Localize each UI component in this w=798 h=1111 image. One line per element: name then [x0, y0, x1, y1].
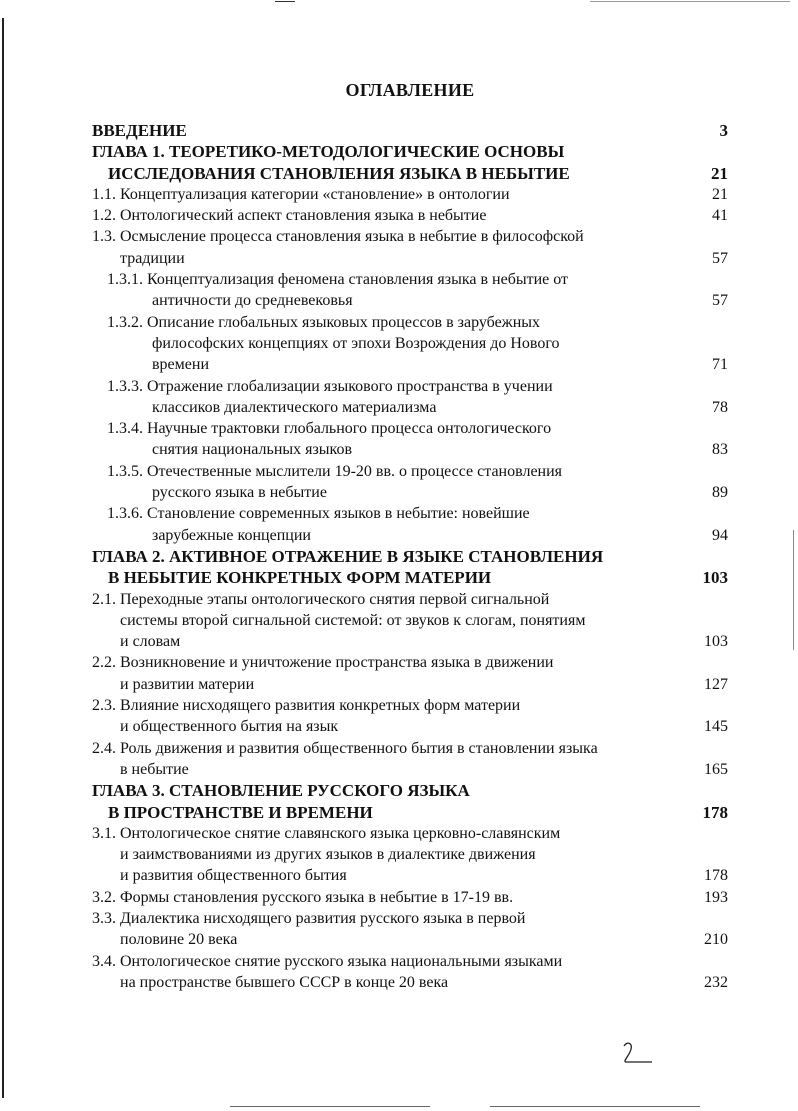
- toc-entry-text: 1.3.1. Концептуализация феномена становления языка в небытие от: [107, 271, 569, 289]
- toc-entry-text: ИССЛЕДОВАНИЯ СТАНОВЛЕНИЯ ЯЗЫКА В НЕБЫТИЕ: [108, 163, 570, 183]
- scan-artifact-bottom: [230, 1106, 430, 1107]
- toc-entry-text: античности до средневековья: [152, 292, 353, 310]
- toc-entry-text: 3.2. Формы становления русского языка в небытие в 17-19 вв.: [92, 888, 514, 906]
- toc-entry[interactable]: [0, 823, 798, 887]
- toc-entry[interactable]: [0, 503, 798, 546]
- toc-entry-text: 3.3. Диалектика нисходящего развития русского языка в первой: [92, 909, 526, 927]
- toc-entry-text: 3.1. Онтологическое снятие славянского языка церковно-славянским: [92, 824, 561, 842]
- toc-entry[interactable]: [0, 951, 798, 994]
- toc-entry-text: классиков диалектического материализма: [152, 398, 437, 416]
- toc-entry-text: 1.3.6. Становление современных языков в небытие: новейшие: [107, 505, 530, 523]
- toc-entry-text: на пространстве бывшего СССР в конце 20 века: [120, 973, 449, 991]
- toc-page-number: 165: [704, 760, 728, 778]
- toc-entry-text: 3.4. Онтологическое снятие русского языка национальными языками: [92, 952, 563, 970]
- toc-entry-text: 1.3.2. Описание глобальных языковых процессов в зарубежных: [107, 313, 541, 331]
- toc-entry-text: снятия национальных языков: [152, 441, 353, 459]
- scan-artifact-top: [275, 1, 295, 2]
- toc-entry[interactable]: [0, 461, 798, 504]
- toc-entry[interactable]: [0, 908, 798, 951]
- toc-entry-text: ВВЕДЕНИЕ: [92, 121, 187, 140]
- toc-entry-text: зарубежные концепции: [152, 526, 311, 544]
- toc-entry[interactable]: [0, 695, 798, 738]
- toc-page-number: 210: [704, 931, 728, 949]
- toc-entry-text: и общественного бытия на язык: [120, 718, 339, 736]
- toc-page-number: 21: [711, 163, 728, 183]
- toc-page-number: 57: [712, 249, 728, 267]
- scan-artifact-top: [590, 1, 790, 2]
- toc-entry-text: 1.3.4. Научные трактовки глобального процесса онтологического: [107, 420, 552, 438]
- toc-entry-text: 1.3. Осмысление процесса становления языка в небытие в философской: [92, 228, 584, 246]
- toc-entry-text: 1.1. Концептуализация категории «становление» в онтологии: [92, 185, 510, 203]
- toc-entry-text: В НЕБЫТИЕ КОНКРЕТНЫХ ФОРМ МАТЕРИИ: [108, 568, 492, 588]
- toc-page-number: 127: [704, 675, 728, 693]
- toc-entry-text: В ПРОСТРАНСТВЕ И ВРЕМЕНИ: [108, 802, 373, 822]
- toc-entry[interactable]: [0, 226, 798, 269]
- toc-entry-text: философских концепциях от эпохи Возрождения до Нового: [152, 334, 560, 352]
- toc-page-number: 103: [704, 633, 728, 651]
- toc-entry[interactable]: [0, 269, 798, 312]
- toc-entry-text: ГЛАВА 3. СТАНОВЛЕНИЕ РУССКОГО ЯЗЫКА: [92, 781, 470, 801]
- toc-entry-text: ГЛАВА 1. ТЕОРЕТИКО-МЕТОДОЛОГИЧЕСКИЕ ОСНОВЫ: [92, 142, 565, 162]
- toc-entry-text: и словам: [120, 633, 181, 651]
- toc-entry-text: 1.3.3. Отражение глобализации языкового пространства в учении: [107, 377, 553, 395]
- toc-entry[interactable]: [0, 376, 798, 419]
- toc-page-number: 71: [712, 356, 728, 374]
- toc-page-number: 178: [704, 867, 728, 885]
- scan-artifact-bottom: [490, 1106, 700, 1107]
- toc-entry[interactable]: [0, 546, 798, 589]
- toc-entry-text: системы второй сигнальной системой: от звуков к слогам, понятиям: [120, 611, 586, 629]
- page-number-handwritten: [618, 1038, 658, 1068]
- toc-entry-text: времени: [152, 356, 210, 374]
- toc-entry-text: 1.3.5. Отечественные мыслители 19-20 вв. о процессе становления: [107, 462, 563, 480]
- toc-entry[interactable]: [0, 205, 798, 226]
- page-title: ОГЛАВЛЕНИЕ: [345, 80, 475, 100]
- toc-page-number: 21: [712, 185, 728, 203]
- toc-page-number: 178: [702, 802, 728, 822]
- toc-page-number: 103: [702, 568, 728, 588]
- table-of-contents: [0, 120, 798, 993]
- toc-page-number: 89: [712, 484, 728, 502]
- toc-entry[interactable]: [0, 780, 798, 823]
- toc-entry-text: и развитии материи: [120, 675, 255, 693]
- toc-page-number: 83: [712, 441, 728, 459]
- toc-entry[interactable]: [0, 141, 798, 184]
- toc-page-number: 145: [704, 718, 728, 736]
- toc-entry-text: и развития общественного бытия: [120, 867, 347, 885]
- toc-entry-text: 1.2. Онтологический аспект становления языка в небытие: [92, 207, 487, 225]
- toc-entry[interactable]: [0, 312, 798, 376]
- toc-page-number: 193: [704, 888, 728, 906]
- toc-entry-text: 2.2. Возникновение и уничтожение пространства языка в движении: [92, 654, 554, 672]
- toc-entry-text: 2.3. Влияние нисходящего развития конкретных форм материи: [92, 697, 521, 715]
- toc-entry[interactable]: [0, 652, 798, 695]
- toc-page-number: 57: [712, 292, 728, 310]
- toc-entry[interactable]: [0, 887, 798, 908]
- toc-entry-text: половине 20 века: [120, 931, 238, 949]
- toc-entry-text: в небытие: [120, 760, 189, 778]
- toc-entry-text: русского языка в небытие: [152, 484, 327, 502]
- toc-page-number: 78: [712, 398, 728, 416]
- toc-entry-text: ГЛАВА 2. АКТИВНОЕ ОТРАЖЕНИЕ В ЯЗЫКЕ СТАНОВЛЕНИЯ: [92, 546, 604, 566]
- toc-page-number: 3: [719, 121, 728, 140]
- toc-page-number: 94: [712, 526, 728, 544]
- toc-entry[interactable]: [0, 120, 798, 141]
- toc-entry[interactable]: [0, 418, 798, 461]
- toc-entry-text: 2.4. Роль движения и развития общественного бытия в становлении языка: [92, 739, 598, 757]
- toc-entry[interactable]: [0, 738, 798, 781]
- toc-entry[interactable]: [0, 184, 798, 205]
- toc-entry-text: 2.1. Переходные этапы онтологического снятия первой сигнальной: [92, 590, 550, 608]
- toc-entry-text: традиции: [120, 249, 185, 267]
- toc-page-number: 232: [704, 973, 728, 991]
- toc-page-number: 41: [712, 207, 728, 225]
- toc-entry-text: и заимствованиями из других языков в диалектике движения: [120, 846, 536, 864]
- toc-entry[interactable]: [0, 589, 798, 653]
